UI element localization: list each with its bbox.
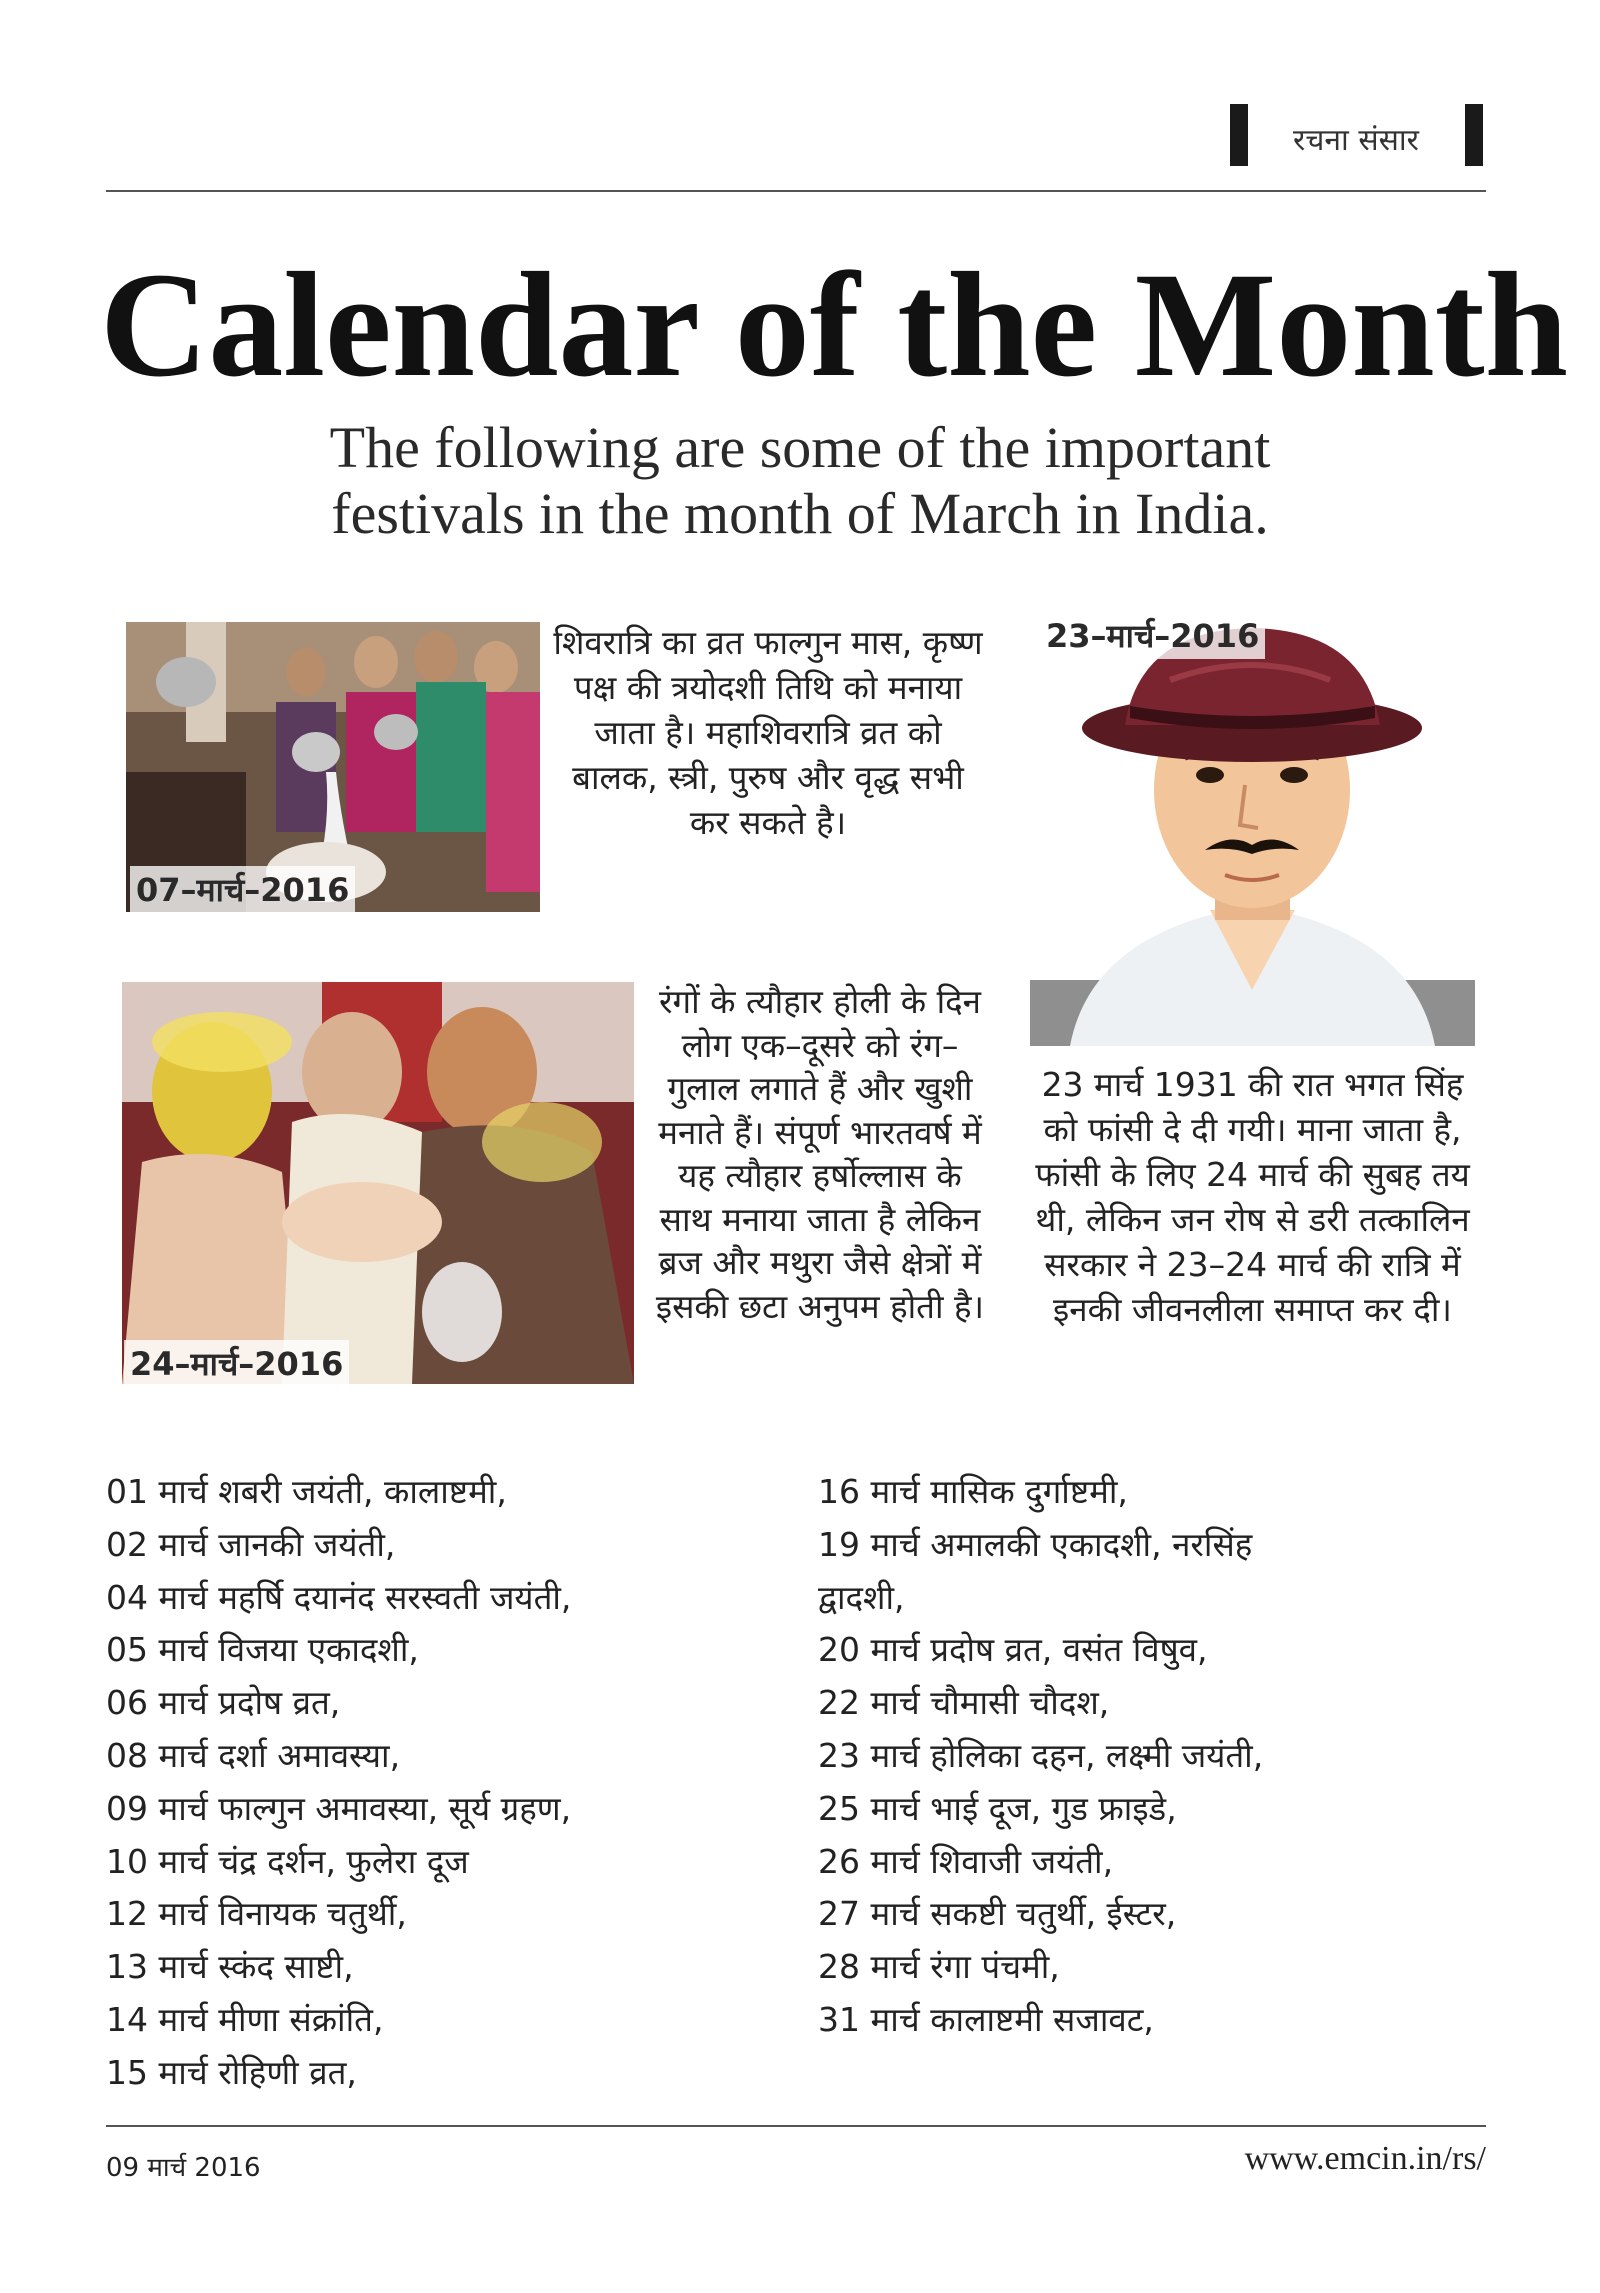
holi-date-caption: 24–मार्च–2016 bbox=[124, 1340, 349, 1384]
page-title: Calendar of the Month bbox=[100, 242, 1569, 408]
shivratri-description: शिवरात्रि का व्रत फाल्गुन मास, कृष्ण पक्ष की त्रयोदशी तिथि को मनाया जाता है। महाशिवरात्रि व्रत को बालक, स्त्री, पुरुष और वृद्ध सभी कर सकते है। bbox=[553, 623, 983, 842]
festival-list-item: 01 मार्च शबरी जयंती, कालाष्टमी, bbox=[106, 1472, 507, 1511]
festival-list-item: 04 मार्च महर्षि दयानंद सरस्वती जयंती, bbox=[106, 1577, 572, 1617]
holi-photo bbox=[122, 982, 634, 1384]
section-tag: रचना संसार bbox=[1293, 123, 1419, 158]
festival-list-item: 02 मार्च जानकी जयंती, bbox=[106, 1524, 396, 1564]
festival-list-item: 13 मार्च स्कंद साष्टी, bbox=[106, 1947, 354, 1987]
festival-list-item: 23 मार्च होलिका दहन, लक्ष्मी जयंती, bbox=[818, 1735, 1264, 1775]
holi-description: रंगों के त्यौहार होली के दिन लोग एक–दूसरे को रंग–गुलाल लगाते हैं और खुशी मनाते हैं। संपूर्ण भारतवर्ष में यह त्यौहार हर्षोल्लास के साथ मनाया जाता है लेकिन ब्रज और मथुरा जैसे क्षेत्रों में इसकी छटा अनुपम होती है। bbox=[655, 982, 985, 1326]
festival-list-item: 15 मार्च रोहिणी व्रत, bbox=[106, 2052, 357, 2092]
footer-divider bbox=[106, 2125, 1486, 2127]
header-bar-left bbox=[1230, 104, 1248, 166]
festival-list-left bbox=[106, 1466, 746, 2100]
festival-list-item: 10 मार्च चंद्र दर्शन, फुलेरा दूज bbox=[106, 1841, 469, 1881]
holi-illustration bbox=[122, 982, 634, 1384]
festival-list-item: 22 मार्च चौमासी चौदश, bbox=[818, 1683, 1110, 1723]
festival-list-item: 05 मार्च विजया एकादशी, bbox=[106, 1630, 419, 1670]
footer-url[interactable]: www.emcin.in/rs/ bbox=[1244, 2140, 1486, 2177]
festival-list-item: 31 मार्च कालाष्टमी सजावट, bbox=[818, 1999, 1154, 2039]
header-bar-right bbox=[1465, 104, 1483, 166]
festival-list-item: 25 मार्च भाई दूज, गुड फ्राइडे, bbox=[818, 1788, 1177, 1828]
page-subtitle: The following are some of the important festivals in the month of March in India. bbox=[329, 415, 1271, 546]
shivratri-date-caption: 07–मार्च–2016 bbox=[130, 866, 355, 912]
festival-list-item: 28 मार्च रंगा पंचमी, bbox=[818, 1947, 1060, 1987]
festival-list-item: 16 मार्च मासिक दुर्गाष्टमी, bbox=[818, 1472, 1128, 1511]
bhagat-singh-description: 23 मार्च 1931 की रात भगत सिंह को फांसी दे दी गयी। माना जाता है, फांसी के लिए 24 मार्च की सुबह तय थी, लेकिन जन रोष से डरी तत्कालिन सरकार ने 23–24 मार्च की रात्रि में इनकी जीवनलीला समाप्त कर दी। bbox=[1035, 1065, 1470, 1329]
festival-list-item: 12 मार्च विनायक चतुर्थी, bbox=[106, 1894, 407, 1934]
bhagat-singh-illustration bbox=[1030, 610, 1475, 1046]
festival-list-item: 27 मार्च सकष्टी चतुर्थी, ईस्टर, bbox=[818, 1894, 1177, 1934]
shivratri-photo bbox=[126, 622, 540, 912]
festival-list-item: 19 मार्च अमालकी एकादशी, नरसिंह bbox=[818, 1524, 1253, 1564]
festival-list-item: द्वादशी, bbox=[818, 1577, 905, 1617]
festival-list-item: 09 मार्च फाल्गुन अमावस्या, सूर्य ग्रहण, bbox=[106, 1788, 572, 1828]
footer-date: 09 मार्च 2016 bbox=[106, 2153, 261, 2183]
festival-list-item: 08 मार्च दर्शा अमावस्या, bbox=[106, 1735, 401, 1775]
festival-list-item: 26 मार्च शिवाजी जयंती, bbox=[818, 1841, 1114, 1881]
bhagat-singh-date-caption: 23–मार्च–2016 bbox=[1040, 612, 1265, 659]
festival-list-item: 06 मार्च प्रदोष व्रत, bbox=[106, 1683, 341, 1723]
bhagat-singh-portrait bbox=[1030, 610, 1475, 1046]
festival-list-right bbox=[818, 1466, 1498, 2047]
festival-list-item: 14 मार्च मीणा संक्रांति, bbox=[106, 1999, 384, 2039]
header-divider bbox=[106, 190, 1486, 192]
festival-list-item: 20 मार्च प्रदोष व्रत, वसंत विषुव, bbox=[818, 1630, 1208, 1670]
